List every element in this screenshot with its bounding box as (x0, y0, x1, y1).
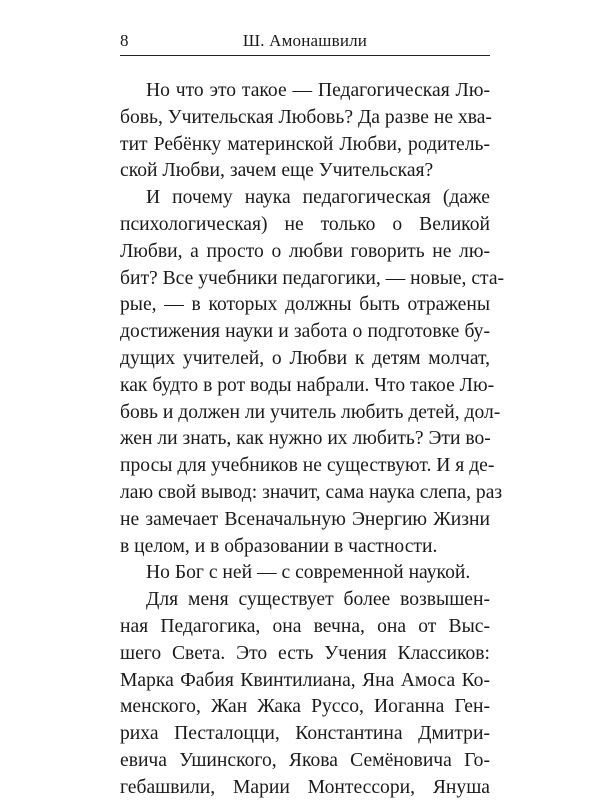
text-line: психологическая) не только о Великой (120, 213, 490, 235)
header-rule (120, 55, 490, 56)
text-line: в целом, и в образовании в частности. (120, 535, 438, 557)
text-line: бит? Все учебники педагогики, — новые, ста- (120, 267, 505, 289)
running-head (120, 30, 490, 52)
running-title: Ш. Амонашвили (242, 31, 368, 50)
text-line: евича Ушинского, Якова Семёновича Го- (120, 749, 490, 771)
body-text (120, 78, 505, 802)
text-line: И почему наука педагогическая (даже (146, 187, 490, 209)
text-line: как будто в рот воды набрали. Что такое Лю- (120, 374, 495, 396)
text-line: тит Ребёнку материнской Любви, родитель- (120, 133, 490, 155)
text-line: рые, — в которых должны быть отражены (120, 294, 490, 316)
text-line: Но Бог с ней — с современной наукой. (146, 562, 471, 584)
text-line: просы для учебников не существуют. И я де- (120, 455, 495, 477)
text-line: Но что это такое — Педагогическая Лю- (146, 80, 490, 101)
text-line: менского, Жан Жака Руссо, Иоганна Ген- (120, 696, 490, 718)
text-line: лаю свой вывод: значит, сама наука слепа, раз (120, 481, 503, 503)
text-line: дущих учителей, о Любви к детям молчат, (120, 347, 490, 369)
page-number: 8 (120, 31, 129, 50)
text-line: ской Любви, зачем еще Учительская? (120, 160, 434, 182)
text-line: бовь и должен ли учитель любить детей, дол- (120, 401, 501, 423)
text-line: Марка Фабия Квинтилиана, Яна Амоса Ко- (120, 669, 490, 691)
text-line: жен ли знать, как нужно их любить? Эти во- (120, 428, 491, 450)
text-line: достижения науки и забота о подготовке бу- (120, 321, 490, 343)
text-line: Любви, а просто о любви говорить не лю- (120, 240, 490, 262)
text-line: Для меня существует более возвышен- (146, 589, 490, 611)
text-line: ная Педагогика, она вечна, она от Выс- (120, 615, 490, 637)
text-line: не замечает Всеначальную Энергию Жизни (120, 508, 490, 530)
text-line: риха Песталоцци, Константина Дмитри- (120, 723, 490, 745)
text-line: гебашвили, Марии Монтессори, Януша (120, 776, 490, 798)
text-line: шего Света. Это есть Учения Классиков: (120, 642, 490, 664)
text-line: бовь, Учительская Любовь? Да разве не хва- (120, 106, 492, 128)
